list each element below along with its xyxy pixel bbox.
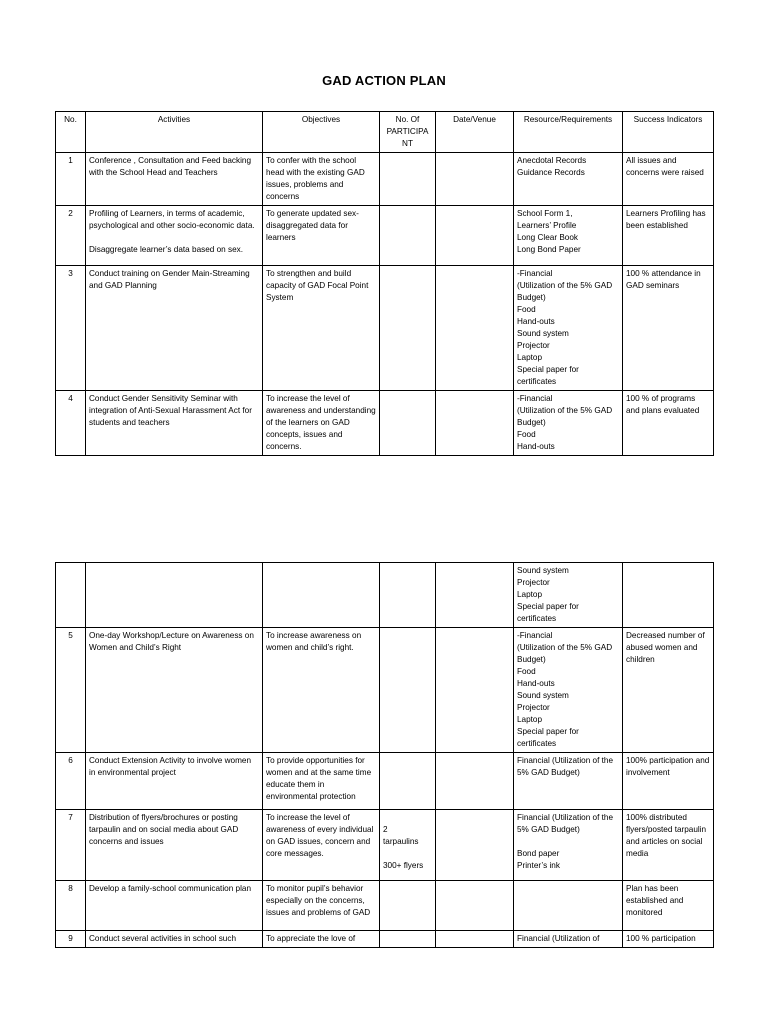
objective-cell-text: To monitor pupil’s behavior especially on the concerns, issues and problems of GAD — [266, 884, 371, 917]
row-number-text: 6 — [68, 756, 73, 765]
resources-cell — [514, 563, 623, 628]
objective-cell — [263, 628, 380, 753]
participants-cell — [380, 810, 436, 881]
row-number — [56, 563, 86, 628]
row-number — [56, 931, 86, 948]
success-indicator-cell — [623, 753, 714, 810]
table-row — [56, 153, 714, 206]
row-number — [56, 206, 86, 266]
objective-cell-text: To confer with the school head with the existing GAD issues, problems and concerns — [266, 156, 365, 201]
participants-cell — [380, 391, 436, 456]
objective-cell-text: To increase the level of awareness of every individual on GAD issues, concern and core messages. — [266, 813, 374, 858]
success-indicator-cell-text: Learners Profiling has been established — [626, 209, 706, 230]
row-number — [56, 266, 86, 391]
objective-cell — [263, 753, 380, 810]
activity-cell — [86, 628, 263, 753]
resources-cell — [514, 628, 623, 753]
resources-cell — [514, 391, 623, 456]
success-indicator-cell — [623, 881, 714, 931]
date-venue-cell — [436, 266, 514, 391]
success-indicator-cell — [623, 266, 714, 391]
row-number — [56, 881, 86, 931]
resources-cell-text: Sound system Projector Laptop Special paper for certificates — [517, 566, 579, 623]
participants-cell — [380, 753, 436, 810]
objective-cell — [263, 931, 380, 948]
resources-cell — [514, 266, 623, 391]
objective-cell — [263, 266, 380, 391]
participants-cell — [380, 931, 436, 948]
participants-cell — [380, 206, 436, 266]
table-row — [56, 628, 714, 753]
activity-cell-text: One-day Workshop/Lecture on Awareness on Women and Child’s Right — [89, 631, 254, 652]
date-venue-cell — [436, 753, 514, 810]
success-indicator-cell — [623, 810, 714, 881]
header-activities: Activities — [86, 112, 263, 153]
activity-cell-text: Distribution of flyers/brochures or posting tarpaulin and on social media about GAD concerns and issues — [89, 813, 239, 846]
activity-cell-text: Conduct training on Gender Main-Streaming and GAD Planning — [89, 269, 250, 290]
action-plan-table-page1 — [55, 111, 714, 456]
resources-cell — [514, 810, 623, 881]
table-row — [56, 563, 714, 628]
table-row — [56, 881, 714, 931]
row-number — [56, 810, 86, 881]
resources-cell — [514, 753, 623, 810]
row-number-text: 1 — [68, 156, 73, 165]
resources-cell-text: -Financial (Utilization of the 5% GAD Budget) Food Hand-outs Sound system Projector Laptop Special paper for certificates — [517, 269, 613, 386]
row-number-text: 8 — [68, 884, 73, 893]
row-number-text: 3 — [68, 269, 73, 278]
success-indicator-cell-text: 100 % of programs and plans evaluated — [626, 394, 700, 415]
header-resources: Resource/Requirements — [514, 112, 623, 153]
objective-cell-text: To strengthen and build capacity of GAD Focal Point System — [266, 269, 369, 302]
participants-cell — [380, 628, 436, 753]
row-number — [56, 753, 86, 810]
resources-cell-text: -Financial (Utilization of the 5% GAD Budget) Food Hand-outs Sound system Projector Laptop Special paper for certificates — [517, 631, 613, 748]
activity-cell — [86, 563, 263, 628]
date-venue-cell — [436, 206, 514, 266]
date-venue-cell — [436, 153, 514, 206]
success-indicator-cell-text: Plan has been established and monitored — [626, 884, 684, 917]
success-indicator-cell — [623, 628, 714, 753]
success-indicator-cell — [623, 391, 714, 456]
header-no: No. — [56, 112, 86, 153]
table-row — [56, 391, 714, 456]
resources-cell-text: -Financial (Utilization of the 5% GAD Budget) Food Hand-outs — [517, 394, 613, 451]
success-indicator-cell — [623, 563, 714, 628]
table-row — [56, 266, 714, 391]
success-indicator-cell-text: 100% participation and involvement — [626, 756, 710, 777]
objective-cell-text: To provide opportunities for women and at the same time educate them in environmental protection — [266, 756, 372, 801]
activity-cell — [86, 810, 263, 881]
objective-cell — [263, 206, 380, 266]
objective-cell — [263, 153, 380, 206]
objective-cell — [263, 391, 380, 456]
table-row — [56, 810, 714, 881]
activity-cell — [86, 206, 263, 266]
header-participants: No. Of PARTICIPA NT — [380, 112, 436, 153]
participants-cell — [380, 153, 436, 206]
activity-cell — [86, 881, 263, 931]
resources-cell-text: School Form 1, Learners’ Profile Long Clear Book Long Bond Paper — [517, 209, 581, 254]
page-title: GAD ACTION PLAN — [322, 73, 446, 88]
header-success-indicators: Success Indicators — [623, 112, 714, 153]
date-venue-cell — [436, 931, 514, 948]
row-number-text: 7 — [68, 813, 73, 822]
resources-cell-text: Anecdotal Records Guidance Records — [517, 156, 587, 177]
date-venue-cell — [436, 810, 514, 881]
activity-cell — [86, 753, 263, 810]
activity-cell — [86, 153, 263, 206]
activity-cell — [86, 391, 263, 456]
activity-cell-text: Profiling of Learners, in terms of academic, psychological and other socio-economic data. Disaggregate learner’s data based on sex. — [89, 209, 255, 254]
table-header-row — [56, 112, 714, 153]
activity-cell-text: Conduct several activities in school such — [89, 934, 236, 943]
row-number — [56, 391, 86, 456]
objective-cell-text: To increase awareness on women and child’s right. — [266, 631, 362, 652]
table-row — [56, 931, 714, 948]
activity-cell-text: Conference , Consultation and Feed backing with the School Head and Teachers — [89, 156, 252, 177]
objective-cell — [263, 881, 380, 931]
row-number — [56, 628, 86, 753]
resources-cell-text: Financial (Utilization of the 5% GAD Budget) — [517, 756, 614, 777]
success-indicator-cell-text: Decreased number of abused women and children — [626, 631, 705, 664]
row-number — [56, 153, 86, 206]
success-indicator-cell-text: 100% distributed flyers/posted tarpaulin and articles on social media — [626, 813, 707, 858]
resources-cell-text: Financial (Utilization of the 5% GAD Budget) Bond paper Printer’s ink — [517, 813, 614, 870]
header-date-venue: Date/Venue — [436, 112, 514, 153]
success-indicator-cell-text: 100 % attendance in GAD seminars — [626, 269, 701, 290]
date-venue-cell — [436, 881, 514, 931]
date-venue-cell — [436, 563, 514, 628]
objective-cell — [263, 563, 380, 628]
action-plan-table-page2 — [55, 562, 714, 948]
activity-cell — [86, 931, 263, 948]
objective-cell — [263, 810, 380, 881]
activity-cell — [86, 266, 263, 391]
row-number-text: 5 — [68, 631, 73, 640]
success-indicator-cell — [623, 206, 714, 266]
participants-cell — [380, 881, 436, 931]
header-objectives: Objectives — [263, 112, 380, 153]
resources-cell — [514, 881, 623, 931]
objective-cell-text: To appreciate the love of — [266, 934, 356, 943]
participants-cell-text: 2 tarpaulins 300+ flyers — [383, 825, 424, 870]
objective-cell-text: To generate updated sex-disaggregated data for learners — [266, 209, 359, 242]
activity-cell-text: Develop a family-school communication plan — [89, 884, 252, 893]
activity-cell-text: Conduct Extension Activity to involve women in environmental project — [89, 756, 252, 777]
participants-cell — [380, 563, 436, 628]
row-number-text: 2 — [68, 209, 73, 218]
activity-cell-text: Conduct Gender Sensitivity Seminar with integration of Anti-Sexual Harassment Act for students and teachers — [89, 394, 252, 427]
objective-cell-text: To increase the level of awareness and understanding of the learners on GAD concepts, issues and concerns. — [266, 394, 376, 451]
success-indicator-cell — [623, 153, 714, 206]
row-number-text: 9 — [68, 934, 73, 943]
resources-cell — [514, 931, 623, 948]
resources-cell — [514, 153, 623, 206]
table-row — [56, 753, 714, 810]
participants-cell — [380, 266, 436, 391]
resources-cell — [514, 206, 623, 266]
date-venue-cell — [436, 628, 514, 753]
resources-cell-text: Financial (Utilization of — [517, 934, 600, 943]
row-number-text: 4 — [68, 394, 73, 403]
success-indicator-cell-text: All issues and concerns were raised — [626, 156, 704, 177]
date-venue-cell — [436, 391, 514, 456]
success-indicator-cell-text: 100 % participation — [626, 934, 696, 943]
success-indicator-cell — [623, 931, 714, 948]
table-row — [56, 206, 714, 266]
